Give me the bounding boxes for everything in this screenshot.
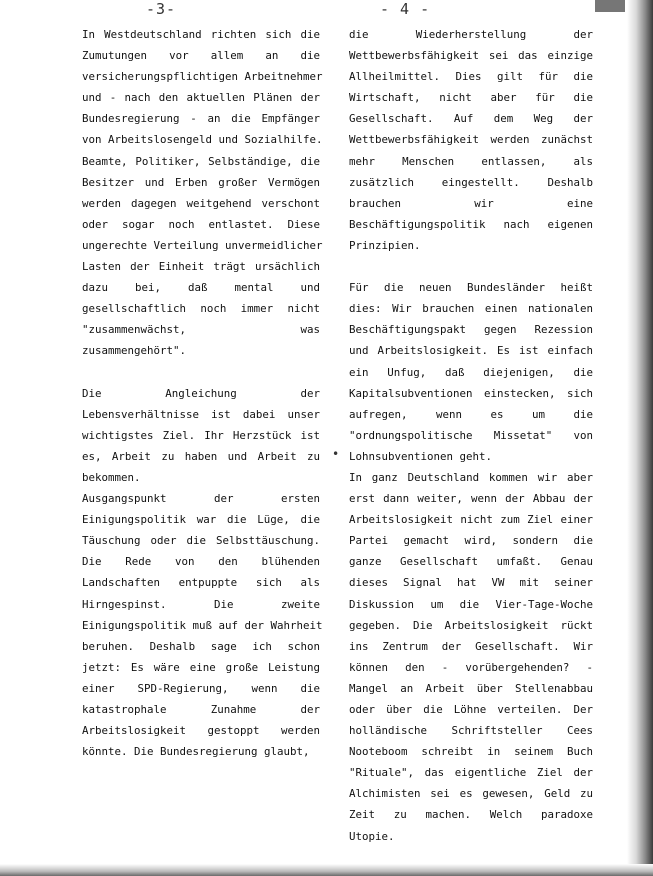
text-line: erst dann weiter, wenn der Abbau der xyxy=(349,492,593,506)
text-line: Arbeitslosigkeit gestoppt werden xyxy=(82,724,320,738)
text-line: Beamte, Politiker, Selbständige, die xyxy=(82,154,320,168)
text-line: Prinzipien. xyxy=(349,238,421,252)
text-line: "Rituale", das eigentliche Ziel der xyxy=(349,766,593,780)
text-line: Besitzer und Erben großer Vermögen xyxy=(82,175,320,189)
text-line: holländische Schriftsteller Cees xyxy=(349,724,593,738)
text-line: brauchen wir eine xyxy=(349,196,593,210)
text-line: "zusammenwächst, was xyxy=(82,323,320,337)
text-line: die Wiederherstellung der xyxy=(349,28,593,41)
text-line: In Westdeutschland richten sich die xyxy=(82,28,320,41)
text-line: Lasten der Einheit trägt ursächlich xyxy=(82,260,320,274)
left-text-column xyxy=(82,24,323,762)
scan-page-edge-right xyxy=(627,0,653,876)
right-text-column xyxy=(349,24,593,847)
text-line: beruhen. Deshalb sage ich schon xyxy=(82,639,320,653)
text-line: Mangel an Arbeit über Stellenabbau xyxy=(349,681,593,695)
text-line: gegeben. Die Arbeitslosigkeit rückt xyxy=(349,618,593,632)
right-paragraph-2 xyxy=(349,277,593,467)
page-number-right: - 4 - xyxy=(380,0,431,18)
text-line: Wirtschaft, nicht aber für die xyxy=(349,91,593,105)
text-line: Wettbewerbsfähigkeit werden zunächst xyxy=(349,133,593,147)
text-line: oder sogar noch entlastet. Diese xyxy=(82,217,320,231)
text-line: und - nach den aktuellen Plänen der xyxy=(82,91,320,105)
text-line: von Arbeitslosengeld und Sozialhilfe. xyxy=(82,133,323,147)
text-line: ganze Gesellschaft umfaßt. Genau xyxy=(349,555,593,569)
left-paragraph-3 xyxy=(82,488,323,762)
text-line: zusammengehört". xyxy=(82,344,187,358)
text-line: könnte. Die Bundesregierung glaubt, xyxy=(82,745,310,759)
stray-mark: • xyxy=(332,447,340,461)
text-line: zusätzlich eingestellt. Deshalb xyxy=(349,175,593,189)
text-line: katastrophale Zunahme der xyxy=(82,703,320,716)
left-paragraph-1 xyxy=(82,24,323,362)
text-line: dies: Wir brauchen einen nationalen xyxy=(349,302,593,316)
text-line: dieses Signal hat VW mit seiner xyxy=(349,576,593,590)
left-paragraph-2 xyxy=(82,383,320,488)
text-line: Einigungspolitik muß auf der Wahrheit xyxy=(82,618,323,632)
text-line: Zeit zu machen. Welch paradoxe xyxy=(349,808,593,822)
right-paragraph-1 xyxy=(349,24,593,256)
text-line: Einigungspolitik war die Lüge, die xyxy=(82,513,320,527)
text-line: In ganz Deutschland kommen wir aber xyxy=(349,470,593,484)
text-line: Täuschung oder die Selbsttäuschung. xyxy=(82,534,320,548)
text-line: Partei gemacht wird, sondern die xyxy=(349,534,593,548)
text-line: ins Zentrum der Gesellschaft. Wir xyxy=(349,639,593,653)
text-line: aufregen, wenn es um die xyxy=(349,407,593,421)
text-line: Kapitalsubventionen einstecken, sich xyxy=(349,386,593,400)
text-line: gesellschaftlich noch immer nicht xyxy=(82,302,320,316)
text-line: Alchimisten sei es gewesen, Geld zu xyxy=(349,787,593,801)
text-line: Hirngespinst. Die zweite xyxy=(82,597,320,611)
scan-corner-mark xyxy=(595,0,625,12)
text-line: Lebensverhältnisse ist dabei unser xyxy=(82,407,320,421)
text-line: Lohnsubventionen geht. xyxy=(349,449,493,463)
text-line: Ausgangspunkt der ersten xyxy=(82,492,320,506)
paragraph-gap xyxy=(82,362,320,383)
text-line: "ordnungspolitische Missetat" von xyxy=(349,428,593,442)
text-line: Allheilmittel. Dies gilt für die xyxy=(349,70,593,84)
text-line: und Arbeitslosigkeit. Es ist einfach xyxy=(349,344,593,358)
right-paragraph-3 xyxy=(349,467,593,847)
text-line: oder über die Löhne verteilen. Der xyxy=(349,703,593,716)
text-line: Wettbewerbsfähigkeit sei das einzige xyxy=(349,49,593,63)
text-line: Die Angleichung der xyxy=(82,386,320,400)
text-line: Bundesregierung - an die Empfänger xyxy=(82,112,320,126)
scan-page-edge-bottom xyxy=(0,864,653,876)
text-line: Diskussion um die Vier-Tage-Woche xyxy=(349,597,593,611)
text-line: Nooteboom schreibt in seinem Buch xyxy=(349,745,593,759)
paragraph-gap xyxy=(349,256,593,277)
text-line: Utopie. xyxy=(349,829,395,843)
text-line: Gesellschaft. Auf dem Weg der xyxy=(349,112,593,126)
text-line: werden dagegen weitgehend verschont xyxy=(82,196,320,210)
text-line: Landschaften entpuppte sich als xyxy=(82,576,320,590)
text-line: Beschäftigungspakt gegen Rezession xyxy=(349,323,593,337)
text-line: ein Unfug, daß diejenigen, die xyxy=(349,365,593,379)
text-line: wichtigstes Ziel. Ihr Herzstück ist xyxy=(82,428,320,442)
text-line: versicherungspflichtigen Arbeitnehmer xyxy=(82,70,323,84)
text-line: ungerechte Verteilung unvermeidlicher xyxy=(82,238,323,252)
text-line: Die Rede von den blühenden xyxy=(82,555,320,569)
text-line: bekommen. xyxy=(82,470,141,484)
text-line: einer SPD-Regierung, wenn die xyxy=(82,681,320,695)
text-line: Arbeitslosigkeit nicht zum Ziel einer xyxy=(349,513,593,527)
text-line: Zumutungen vor allem an die xyxy=(82,49,320,63)
page-number-left: -3- xyxy=(146,0,177,18)
text-line: es, Arbeit zu haben und Arbeit zu xyxy=(82,449,320,463)
text-line: mehr Menschen entlassen, als xyxy=(349,154,593,168)
text-line: jetzt: Es wäre eine große Leistung xyxy=(82,660,320,674)
text-line: können den - vorübergehenden? - xyxy=(349,660,593,674)
text-line: Beschäftigungspolitik nach eigenen xyxy=(349,217,593,231)
text-line: dazu bei, daß mental und xyxy=(82,281,320,295)
text-line: Für die neuen Bundesländer heißt xyxy=(349,281,593,295)
